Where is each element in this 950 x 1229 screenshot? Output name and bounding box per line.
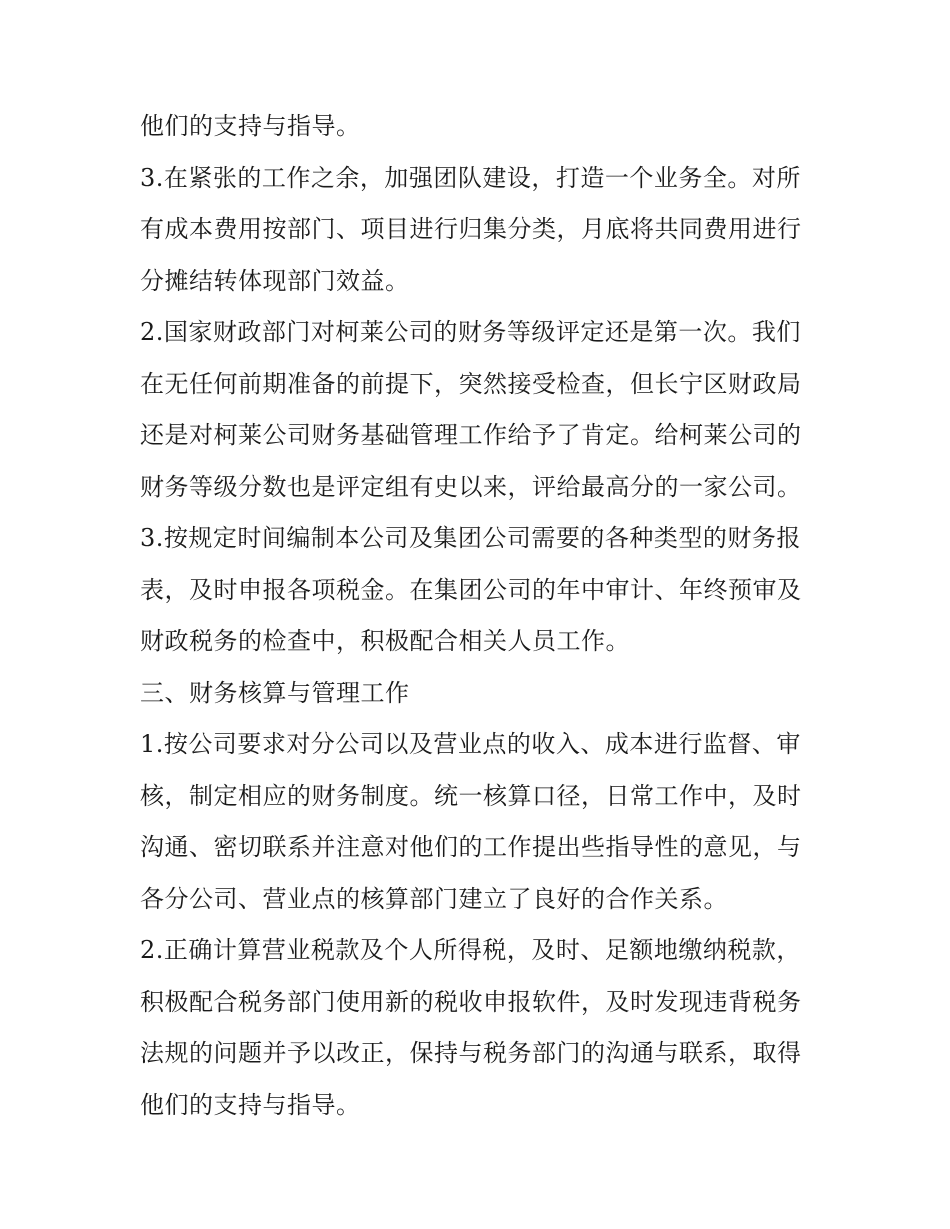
document-body xyxy=(140,101,820,1131)
text-line: 表，及时申报各项税金。在集团公司的年中审计、年终预审及 xyxy=(140,575,802,604)
text-line: 2.国家财政部门对柯莱公司的财务等级评定还是第一次。我们 xyxy=(140,318,801,346)
text-line: 积极配合税务部门使用新的税收申报软件，及时发现违背税务 xyxy=(140,987,802,1016)
text-line: 1.按公司要求对分公司以及营业点的收入、成本进行监督、审 xyxy=(140,730,801,758)
text-line: 有成本费用按部门、项目进行归集分类，月底将共同费用进行 xyxy=(140,215,802,243)
text-line: 还是对柯莱公司财务基础管理工作给予了肯定。给柯莱公司的 xyxy=(140,421,802,449)
text-line: 法规的问题并予以改正，保持与税务部门的沟通与联系，取得 xyxy=(140,1039,802,1067)
text-line: 财务等级分数也是评定组有史以来，评给最高分的一家公司。 xyxy=(140,472,802,501)
text-line: 财政税务的检查中，积极配合相关人员工作。 xyxy=(140,627,630,655)
text-line: 3.按规定时间编制本公司及集团公司需要的各种类型的财务报 xyxy=(140,524,801,552)
text-line: 分摊结转体现部门效益。 xyxy=(140,266,410,295)
text-line: 他们的支持与指导。 xyxy=(140,1090,361,1119)
text-line: 在无任何前期准备的前提下，突然接受检查，但长宁区财政局 xyxy=(140,369,802,398)
text-line: 2.正确计算营业税款及个人所得税，及时、足额地缴纳税款， xyxy=(140,936,801,964)
text-line: 核，制定相应的财务制度。统一核算口径，日常工作中，及时 xyxy=(140,781,802,810)
text-line: 各分公司、营业点的核算部门建立了良好的合作关系。 xyxy=(140,884,728,913)
section-heading: 三、财务核算与管理工作 xyxy=(140,678,410,707)
text-line: 沟通、密切联系并注意对他们的工作提出些指导性的意见，与 xyxy=(140,833,802,861)
text-line: 3.在紧张的工作之余，加强团队建设，打造一个业务全。对所 xyxy=(140,163,801,192)
text-line: 他们的支持与指导。 xyxy=(140,112,361,140)
